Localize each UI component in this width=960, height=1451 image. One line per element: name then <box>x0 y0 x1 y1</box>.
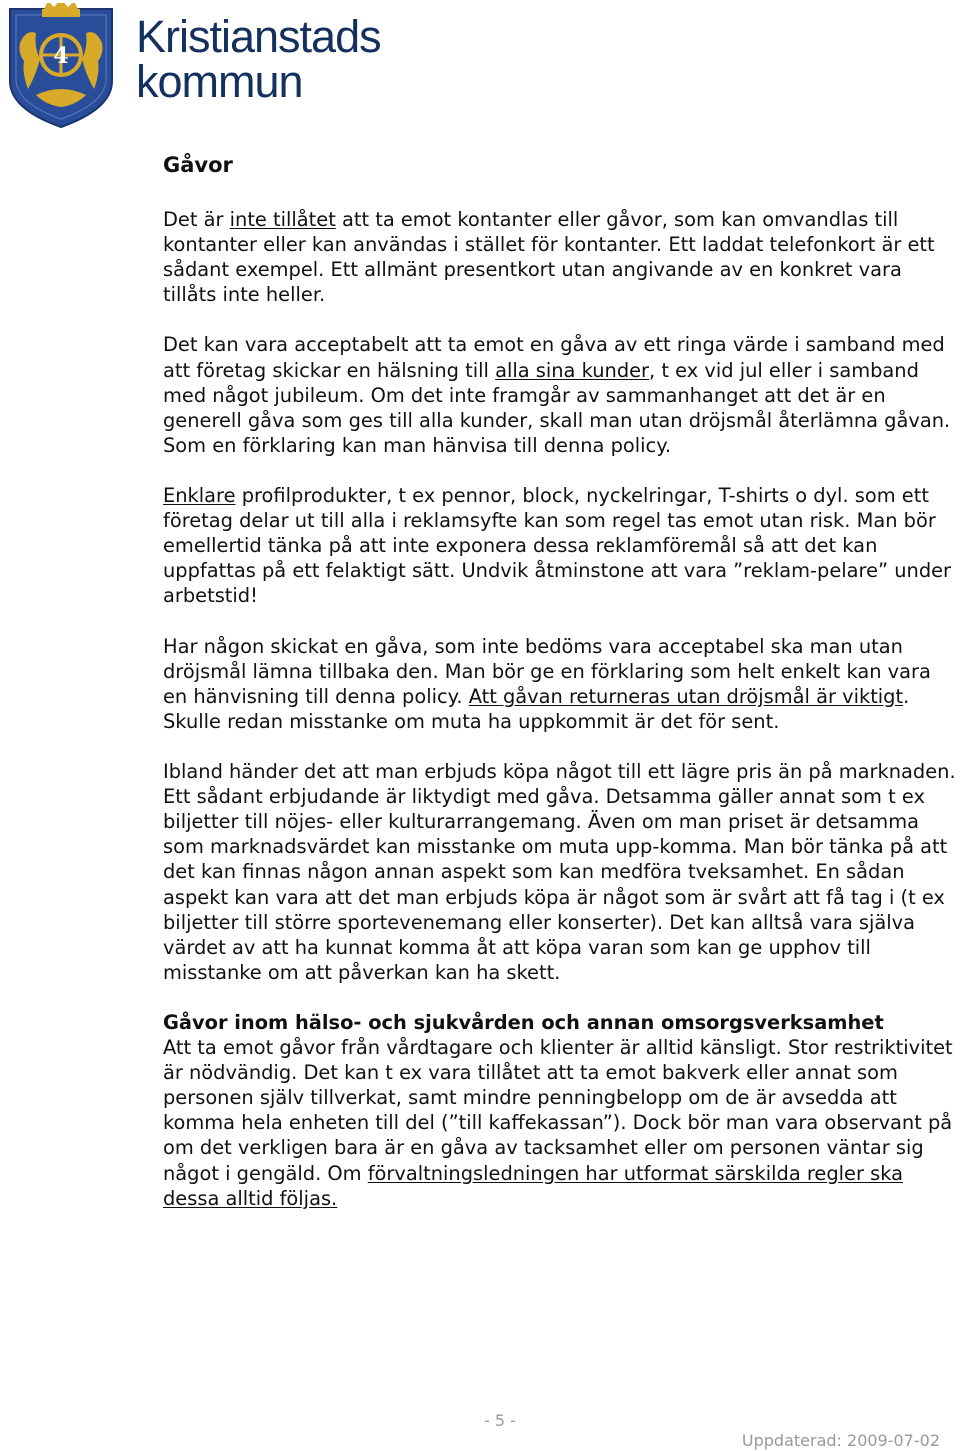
paragraph-1 <box>163 207 960 307</box>
municipality-logo <box>6 3 116 129</box>
p1-text-b: att ta emot kontanter eller gåvor, som kan omvandlas till kontanter eller kan användas i stället för kontanter. Ett laddat telefonkort är ett sådant exempel. Ett allmänt presentkort utan angivande av en konkret vara tillåts inte heller. <box>163 208 935 307</box>
p3-text-a: profilprodukter, t ex pennor, block, nyckelringar, T-shirts o dyl. som ett företag delar ut till alla i reklamsyfte kan som regel tas emot utan risk. Man bör emellertid tänka på att inte exponera dessa reklamföremål så att det kan uppfattas på ett felaktigt sätt. Undvik åtminstone att vara ”reklam-pelare” under arbetstid! <box>163 484 952 608</box>
svg-text:4: 4 <box>53 43 69 69</box>
p6-underlined: förvaltningsledningen har utformat särskilda regler ska dessa alltid följas. <box>163 1161 903 1210</box>
coat-of-arms-icon <box>6 3 116 129</box>
paragraph-2 <box>163 332 960 457</box>
p6-text-a: Att ta emot gåvor från vårdtagare och klienter är alltid känsligt. Stor restriktivitet är nödvändig. Det kan t ex vara tillåtet att ta emot bakverk eller annat som personen själv tillverkat, samt mindre penningbelopp om de är avsedda att komma hela enheten till del (”till kaffekassan”). Dock bör man vara observant på om det verkligen bara är en gåva av tacksamhet eller om personen väntar sig något i gengäld. Om <box>163 1036 953 1185</box>
p2-text-a: Det kan vara acceptabelt att ta emot en gåva av ett ringa värde i samband med att företag skickar en hälsning till <box>163 333 945 382</box>
brand-line-1: Kristianstads <box>136 11 381 62</box>
p2-underlined: alla sina kunder <box>495 358 650 382</box>
p4-text-b: . Skulle redan misstanke om muta ha uppkommit är det för sent. <box>163 684 910 733</box>
p3-underlined: Enklare <box>163 484 236 508</box>
brand-wordmark <box>136 11 381 107</box>
p5-text-a: Ibland händer det att man erbjuds köpa något till ett lägre pris än på marknaden. Ett sådant erbjudande är liktydigt med gåva. Detsamma gäller annat som t ex biljetter till nöjes- eller kulturarrangemang. Även om man priset är detsamma som marknadsvärdet kan misstanke om muta upp-komma. Man bör tänka på att det kan finnas någon annan aspekt som kan medföra tveksamhet. En sådan aspekt kan vara att det man erbjuds köpa är något som är svårt att få tag i (t ex biljetter till större sportevenemang eller konserter). Det kan alltså vara själva värdet av att ha kunnat komma åt att köpa varan som kan ge upphov till misstanke om att påverkan kan ha skett. <box>163 760 956 984</box>
p4-underlined: Att gåvan returneras utan dröjsmål är viktigt <box>468 684 904 708</box>
brand-line-2: kommun <box>136 56 303 107</box>
paragraph-3 <box>163 483 960 608</box>
p2-text-b: , t ex vid jul eller i samband med något jubileum. Om det inte framgår av sammanhanget att det är en generell gåva som ges till alla kunder, skall man utan dröjsmål återlämna gåvan. Som en förklaring kan man hänvisa till denna policy. <box>163 358 951 457</box>
p4-text-a: Har någon skickat en gåva, som inte bedöms vara acceptabel ska man utan dröjsmål lämna tillbaka den. Man bör ge en förklaring som helt enkelt kan vara en hänvisning till denna policy. <box>163 634 931 708</box>
document-body <box>163 150 960 1211</box>
p1-underlined: inte tillåtet <box>229 208 336 231</box>
p1-text-a: Det är <box>163 208 230 231</box>
paragraph-6 <box>163 1010 960 1211</box>
updated-date: Uppdaterad: 2009-07-02 <box>741 1431 940 1450</box>
paragraph-5 <box>163 759 960 985</box>
page-title: Gåvor <box>163 153 233 177</box>
page-number: - 5 - <box>484 1411 516 1430</box>
section-heading-healthcare: Gåvor inom hälso- och sjukvården och annan omsorgsverksamhet <box>163 1011 884 1034</box>
paragraph-4 <box>163 634 960 734</box>
